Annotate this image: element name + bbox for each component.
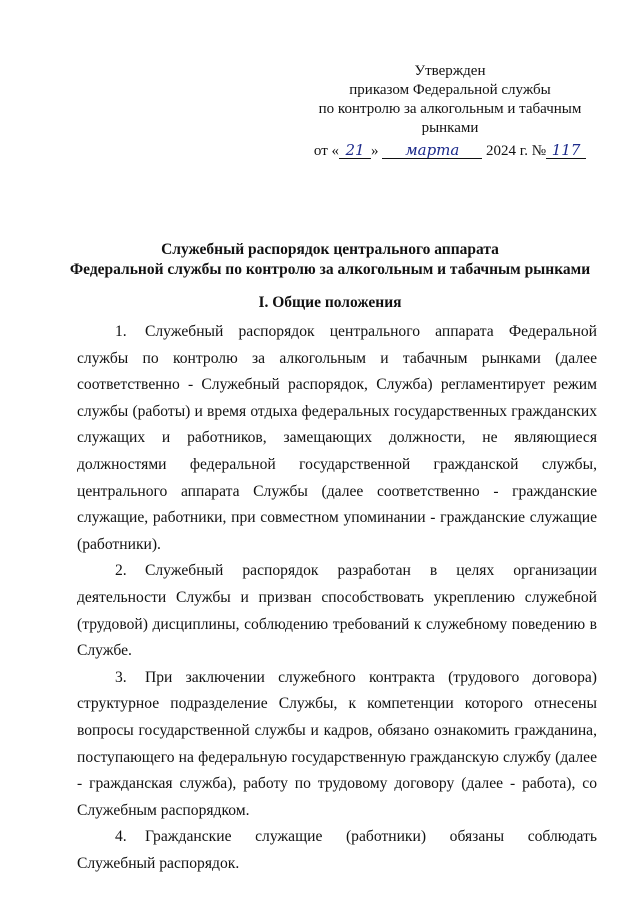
- paragraph-number: 3.: [115, 668, 127, 686]
- approval-block: [300, 62, 600, 161]
- document-title: [60, 240, 600, 280]
- paragraph-text: Служебный распорядок центрального аппарата Федеральной службы по контролю за алкогольным и табачным рынками (далее соответственно - Служебный распорядок, Служба) регламентирует режим службы (работы) и время отдыха федеральных государственных гражданских служащих и работников, замещающих должности, не являющиеся должностями федеральной государственной гражданской службы, центрального аппарата Службы (далее соответственно - гражданские служащие, работники, при совместном упоминании - гражданские служащие (работники).: [77, 323, 597, 553]
- approval-line-2: приказом Федеральной службы: [349, 82, 551, 98]
- section-heading: I. Общие положения: [258, 294, 402, 311]
- approval-date-line: [300, 142, 600, 161]
- approval-line-4: рынками: [421, 120, 479, 136]
- paragraph-number: 2.: [115, 562, 127, 580]
- paragraph-number: 4.: [115, 828, 127, 846]
- approval-line-3: по контролю за алкогольным и табачным: [318, 101, 582, 117]
- title-line-1: Служебный распорядок центрального аппарата: [161, 241, 499, 258]
- paragraph-number: 1.: [115, 323, 127, 340]
- year-part: 2024 г. №: [486, 143, 547, 159]
- paragraph-text: Служебный распорядок разработан в целях организации деятельности Службы и призван способствовать укреплению служебной (трудовой) дисциплины, соблюдению требований к служебному поведению в Службе.: [77, 562, 597, 660]
- paragraph-4: [77, 824, 597, 877]
- date-prefix: от «: [313, 143, 340, 159]
- handwritten-month: марта: [382, 142, 482, 159]
- paragraph-2: [77, 558, 597, 664]
- paragraph-1: [77, 319, 597, 558]
- document-body: [77, 319, 597, 877]
- handwritten-day: 21: [339, 142, 371, 159]
- paragraph-text: Гражданские служащие (работники) обязаны соблюдать Служебный распорядок.: [77, 828, 597, 872]
- approval-line-1: Утвержден: [414, 63, 486, 79]
- paragraph-text: При заключении служебного контракта (трудового договора) структурное подразделение Службы, к компетенции которого отнесены вопросы государственной службы и кадров, обязано ознакомить гражданина, поступающего на федеральную государственную гражданскую службу (далее - гражданская служба), работу по трудовому договору (далее - работа), со Служебным распорядком.: [77, 668, 597, 819]
- date-mid: »: [371, 143, 379, 159]
- handwritten-number: 117: [546, 142, 586, 159]
- title-line-2: Федеральной службы по контролю за алкогольным и табачным рынками: [69, 261, 591, 278]
- paragraph-3: [77, 665, 597, 825]
